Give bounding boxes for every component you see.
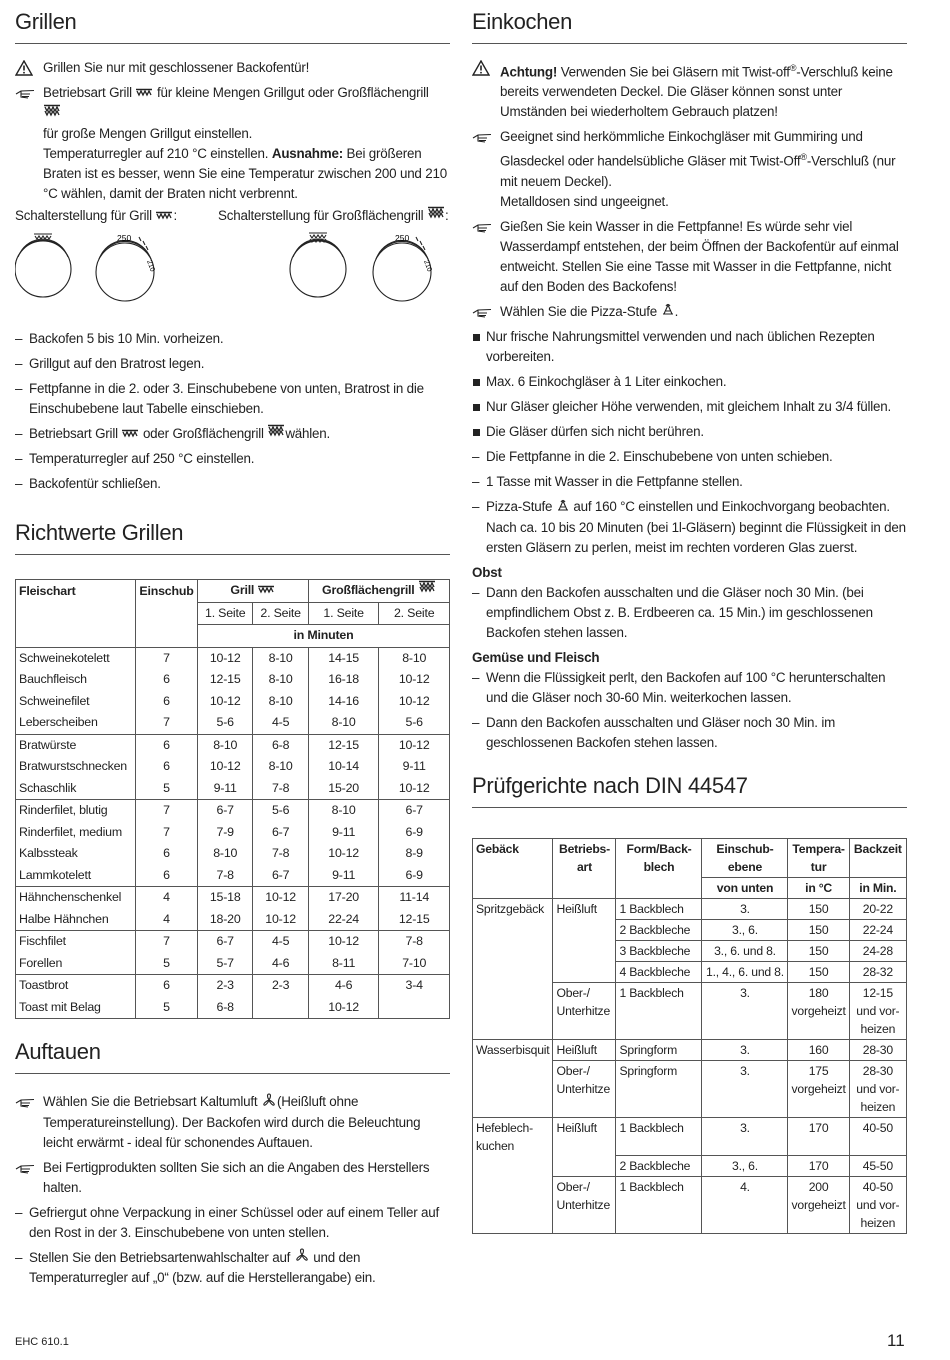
table-cell-fleischart: Schweinefilet	[16, 691, 136, 713]
warning-icon	[15, 60, 37, 76]
th-gross: Großflächengrill	[308, 580, 449, 603]
table-cell: Hefeblech-kuchen	[473, 1117, 553, 1156]
table-cell: 1 Backblech	[616, 898, 702, 919]
table-cell: 24-28	[849, 940, 906, 961]
table-cell	[379, 997, 450, 1019]
tip-text: Betriebsart Grill für kleine Mengen Grillgut oder Großflächengrill für große Mengen Grillgut einstellen. Temperaturregler auf 210 °C einstellen. Ausnahme: Bei größeren Braten ist es besser, wenn Sie eine Temperatur zwischen 200 und 210 °C wählen, damit der Braten nicht verbrennt.	[43, 85, 447, 201]
tip-einkochen-1: Geeignet sind herkömmliche Einkochgläser mit Gummiring und Glasdeckel oder handelsübliche Gläser mit Twist-Off®-Verschluß (nur mit neuem Deckel). Metalldosen sind ungeeignet.	[472, 127, 907, 211]
table-cell: 9-11	[308, 865, 379, 887]
table-cell	[473, 982, 553, 1039]
table-row	[16, 843, 450, 865]
table-cell-fleischart: Bratwurstschnecken	[16, 756, 136, 778]
table-cell: Ober-/ Unterhitze	[553, 982, 616, 1039]
table-cell: 1 Backblech	[616, 982, 702, 1039]
table-cell: 28-30	[849, 1039, 906, 1060]
table-cell: 12-15	[198, 669, 253, 691]
table-row	[473, 1177, 907, 1234]
table-cell: 5-7	[198, 953, 253, 975]
table-cell: 8-11	[308, 953, 379, 975]
th-gebaeck: Gebäck	[473, 838, 553, 898]
grill-icon	[155, 206, 173, 226]
bullet-item: Die Gläser dürfen sich nicht berühren.	[472, 422, 907, 442]
table-cell: 6-9	[379, 822, 450, 844]
table-cell: 3., 6. und 8.	[702, 940, 788, 961]
table-row	[16, 647, 450, 669]
th-einschub: Einschub-ebene	[702, 838, 788, 877]
th-in-min: in Min.	[849, 877, 906, 898]
heading-auftauen: Auftauen	[15, 1039, 450, 1074]
table-cell: 7	[136, 712, 198, 734]
dial-label-250: 250	[117, 232, 132, 243]
table-cell: 1 Backblech	[616, 1117, 702, 1156]
table-cell: 4	[136, 887, 198, 909]
step-item: – Backofentür schließen.	[15, 474, 450, 494]
right-column	[472, 0, 907, 1234]
table-cell: 150	[788, 940, 849, 961]
table-cell: 150	[788, 919, 849, 940]
th-einschub: Einschub	[136, 580, 198, 603]
table-cell	[553, 919, 616, 940]
table-cell: 16-18	[308, 669, 379, 691]
pruef-table	[472, 838, 907, 1235]
dial-diagrams	[15, 227, 450, 327]
table-cell-fleischart: Schweinekotelett	[16, 647, 136, 669]
step-item: – Backofen 5 bis 10 Min. vorheizen.	[15, 329, 450, 349]
th-fleischart: Fleischart	[16, 580, 136, 603]
tip-auftauen-2: Bei Fertigprodukten sollten Sie sich an die Angaben des Herstellers halten.	[15, 1158, 450, 1198]
table-cell: 8-10	[253, 647, 308, 669]
table-cell	[473, 1060, 553, 1117]
table-cell-fleischart: Hähnchenschenkel	[16, 887, 136, 909]
table-cell: 6	[136, 756, 198, 778]
table-row	[16, 712, 450, 734]
subheading-gemuese: Gemüse und Fleisch	[472, 649, 600, 665]
step-item: – Grillgut auf den Bratrost legen.	[15, 354, 450, 374]
table-cell: 6	[136, 865, 198, 887]
bullet-item: Nur Gläser gleicher Höhe verwenden, mit gleichem Inhalt zu 3/4 füllen.	[472, 397, 907, 417]
table-cell: 175 vorgeheizt	[788, 1060, 849, 1117]
table-cell: 6	[136, 669, 198, 691]
footer-page-number: 11	[887, 1331, 905, 1350]
table-cell: 8-10	[253, 691, 308, 713]
table-cell: 20-22	[849, 898, 906, 919]
hand-pointer-icon	[472, 129, 494, 145]
table-cell-fleischart: Halbe Hähnchen	[16, 909, 136, 931]
tip-auftauen-1: Wählen Sie die Betriebsart Kaltumluft (Heißluft ohne Temperatureinstellung). Der Backofen wird durch die Beleuchtung leicht erwärmt - ideal für schonendes Auftauen.	[15, 1092, 450, 1152]
warning-icon	[472, 60, 494, 76]
table-cell: 7	[136, 647, 198, 669]
th-minuten: in Minuten	[198, 625, 450, 648]
table-cell	[253, 997, 308, 1019]
table-cell: 4 Backbleche	[616, 961, 702, 982]
warning-grillen	[15, 58, 450, 78]
table-cell: 170	[788, 1156, 849, 1177]
table-cell: 8-10	[253, 669, 308, 691]
table-cell: 3., 6.	[702, 919, 788, 940]
pruef-table-body	[473, 898, 907, 1234]
dial-label-210-b: 210	[422, 259, 433, 273]
table-cell: Heißluft	[553, 1117, 616, 1156]
pizza-icon	[661, 302, 675, 322]
table-cell: 6-9	[379, 865, 450, 887]
table-cell: 7-8	[198, 865, 253, 887]
hand-pointer-icon	[15, 1094, 37, 1110]
heading-einkochen: Einkochen	[472, 9, 907, 44]
dial-gross-mode	[290, 233, 346, 297]
table-row	[16, 953, 450, 975]
table-cell: 3 Backbleche	[616, 940, 702, 961]
table-cell: 18-20	[198, 909, 253, 931]
table-cell: 6	[136, 691, 198, 713]
bullet-item: Nur frische Nahrungsmittel verwenden und nach üblichen Rezepten vorbereiten.	[472, 327, 907, 367]
table-cell-fleischart: Toastbrot	[16, 975, 136, 997]
table-cell: 170	[788, 1117, 849, 1156]
dial-temp-250	[96, 237, 154, 301]
table-cell: 4.	[702, 1177, 788, 1234]
table-cell: 7	[136, 800, 198, 822]
table-cell-fleischart: Rinderfilet, medium	[16, 822, 136, 844]
table-cell: Ober-/ Unterhitze	[553, 1060, 616, 1117]
table-cell: 10-12	[198, 647, 253, 669]
table-row	[16, 734, 450, 756]
table-cell: 10-12	[379, 778, 450, 800]
table-cell: 7-10	[379, 953, 450, 975]
table-row	[16, 997, 450, 1019]
table-cell: 6-7	[253, 822, 308, 844]
step-item: – Wenn die Flüssigkeit perlt, den Backofen auf 100 °C herunterschalten und die Gläser noch 30-60 Min. weiterkochen lassen.	[472, 668, 907, 708]
table-row	[473, 898, 907, 919]
table-cell: Springform	[616, 1039, 702, 1060]
table-cell: 160	[788, 1039, 849, 1060]
table-cell: 7-8	[253, 778, 308, 800]
subheading-obst: Obst	[472, 564, 502, 580]
table-cell: 8-10	[198, 843, 253, 865]
dial-label-210: 210	[145, 259, 156, 273]
table-cell: 6-7	[198, 800, 253, 822]
table-cell	[553, 940, 616, 961]
dial-grill-mode	[15, 234, 71, 297]
th-grill: Grill	[198, 580, 309, 603]
table-cell-fleischart: Schaschlik	[16, 778, 136, 800]
table-cell: 150	[788, 898, 849, 919]
heading-pruefgerichte: Prüfgerichte nach DIN 44547	[472, 773, 907, 808]
table-cell: 40-50	[849, 1117, 906, 1156]
table-cell: 3., 6.	[702, 1156, 788, 1177]
table-cell: 5	[136, 778, 198, 800]
table-cell	[553, 1156, 616, 1177]
table-cell: 3.	[702, 982, 788, 1039]
table-cell: 15-18	[198, 887, 253, 909]
table-cell: 5	[136, 997, 198, 1019]
table-cell: 6-8	[198, 997, 253, 1019]
table-cell: 4-6	[308, 975, 379, 997]
table-cell-fleischart: Lammkotelett	[16, 865, 136, 887]
grillen-steps	[15, 329, 450, 494]
th-backzeit: Backzeit	[849, 838, 906, 877]
table-cell: 45-50	[849, 1156, 906, 1177]
table-cell: 6-7	[198, 931, 253, 953]
table-row	[16, 975, 450, 997]
large-grill-icon	[427, 206, 445, 226]
fan-icon	[294, 1248, 310, 1268]
table-cell: 28-30 und vor-heizen	[849, 1060, 906, 1117]
table-row	[16, 800, 450, 822]
hand-pointer-icon	[472, 304, 494, 320]
step-item: – Dann den Backofen ausschalten und Gläser noch 30 Min. im geschlossenen Backofen stehen lassen.	[472, 713, 907, 753]
table-cell: 3.	[702, 1039, 788, 1060]
table-cell: 3.	[702, 1117, 788, 1156]
th-seite1-b: 1. Seite	[308, 602, 379, 625]
table-cell	[473, 1177, 553, 1234]
table-cell: 10-12	[379, 669, 450, 691]
table-cell-fleischart: Rinderfilet, blutig	[16, 800, 136, 822]
table-cell	[473, 919, 553, 940]
table-cell: 14-15	[308, 647, 379, 669]
table-cell: 28-32	[849, 961, 906, 982]
table-cell: 14-16	[308, 691, 379, 713]
hand-pointer-icon	[15, 85, 37, 101]
table-cell: 6-7	[379, 800, 450, 822]
table-cell: Heißluft	[553, 898, 616, 919]
table-cell: Ober-/ Unterhitze	[553, 1177, 616, 1234]
table-cell: Springform	[616, 1060, 702, 1117]
table-cell: 4-5	[253, 931, 308, 953]
large-grill-icon	[43, 104, 61, 124]
table-row	[16, 691, 450, 713]
hand-pointer-icon	[15, 1160, 37, 1176]
grill-icon	[135, 83, 153, 103]
footer-model: EHC 610.1	[15, 1336, 69, 1348]
step-item: – Pizza-Stufe auf 160 °C einstellen und Einkochvorgang beobachten. Nach ca. 10 bis 20 Minuten (bei 1l-Gläsern) beginnt die Flüssigkeit in den ersten Gläsern zu perlen, meist im rechten vorderen Glas zuerst.	[472, 497, 907, 557]
table-cell: 8-9	[379, 843, 450, 865]
table-row	[16, 822, 450, 844]
table-cell: 2 Backbleche	[616, 919, 702, 940]
step-item: – Stellen Sie den Betriebsartenwahlschalter auf und den Temperaturregler auf „0“ (bzw. auf die Herstellerangabe) ein.	[15, 1248, 450, 1288]
table-cell: 8-10	[308, 800, 379, 822]
table-row	[473, 1117, 907, 1156]
table-cell: 22-24	[849, 919, 906, 940]
step-item: – Temperaturregler auf 250 °C einstellen.	[15, 449, 450, 469]
th-temp: Tempera-tur	[788, 838, 849, 877]
th-seite2-b: 2. Seite	[379, 602, 450, 625]
table-cell	[473, 961, 553, 982]
table-cell: 17-20	[308, 887, 379, 909]
step-item: – Dann den Backofen ausschalten und die Gläser noch 30 Min. (bei empfindlichem Obst z. B. Erdbeeren ca. 15 Min.) im geschlossenen Backofen stehen lassen.	[472, 583, 907, 643]
table-cell: 3.	[702, 1060, 788, 1117]
table-cell-fleischart: Toast mit Belag	[16, 997, 136, 1019]
table-cell: 9-11	[379, 756, 450, 778]
table-row	[473, 1039, 907, 1060]
grill-icon	[121, 424, 139, 444]
table-cell: 6-7	[253, 865, 308, 887]
table-cell: 3-4	[379, 975, 450, 997]
table-cell: 2-3	[198, 975, 253, 997]
table-cell: 6	[136, 843, 198, 865]
table-row	[16, 931, 450, 953]
step-item: – Betriebsart Grill oder Großflächengrill wählen.	[15, 424, 450, 444]
table-cell: 10-12	[379, 734, 450, 756]
table-row	[473, 1156, 907, 1177]
tip-grillen	[15, 83, 450, 204]
table-cell: 1 Backblech	[616, 1177, 702, 1234]
table-cell: 8-10	[198, 734, 253, 756]
table-cell: 2 Backbleche	[616, 1156, 702, 1177]
table-cell: 9-11	[198, 778, 253, 800]
table-row	[16, 909, 450, 931]
table-cell-fleischart: Bauchfleisch	[16, 669, 136, 691]
table-row	[473, 919, 907, 940]
heading-richtwerte: Richtwerte Grillen	[15, 520, 450, 555]
step-item: – Gefriergut ohne Verpackung in einer Schüssel oder auf einem Teller auf den Rost in der 3. Einschubebene von unten stellen.	[15, 1203, 450, 1243]
table-cell: 6-8	[253, 734, 308, 756]
table-cell	[473, 940, 553, 961]
th-in-c: in °C	[788, 877, 849, 898]
switch-grill-label: Schalterstellung für Grill :	[15, 206, 177, 226]
table-cell: 5	[136, 953, 198, 975]
th-seite1: 1. Seite	[198, 602, 253, 625]
table-cell: 7-8	[379, 931, 450, 953]
th-form: Form/Back-blech	[616, 838, 702, 898]
table-cell: 10-12	[253, 909, 308, 931]
table-cell: 22-24	[308, 909, 379, 931]
table-cell-fleischart: Forellen	[16, 953, 136, 975]
table-cell-fleischart: Fischfilet	[16, 931, 136, 953]
table-cell: 180 vorgeheizt	[788, 982, 849, 1039]
large-grill-icon	[267, 424, 285, 444]
table-cell: 150	[788, 961, 849, 982]
table-row	[16, 887, 450, 909]
table-cell: 12-15 und vor-heizen	[849, 982, 906, 1039]
warning-text: Grillen Sie nur mit geschlossener Backofentür!	[43, 60, 310, 75]
table-cell: 4	[136, 909, 198, 931]
tip-einkochen-3: Wählen Sie die Pizza-Stufe .	[472, 302, 907, 322]
table-cell: 10-12	[198, 756, 253, 778]
table-cell	[553, 961, 616, 982]
table-cell: 8-10	[253, 756, 308, 778]
table-row	[473, 1060, 907, 1117]
table-cell: Heißluft	[553, 1039, 616, 1060]
step-item: – Die Fettpfanne in die 2. Einschubebene von unten schieben.	[472, 447, 907, 467]
table-cell: 12-15	[308, 734, 379, 756]
heading-grillen: Grillen	[15, 9, 450, 44]
table-cell: 6	[136, 734, 198, 756]
left-column	[15, 0, 450, 1293]
step-item: – 1 Tasse mit Wasser in die Fettpfanne stellen.	[472, 472, 907, 492]
table-cell: 8-10	[379, 647, 450, 669]
table-cell: 10-12	[379, 691, 450, 713]
table-row	[16, 778, 450, 800]
switch-gross-label: Schalterstellung für Großflächengrill :	[218, 206, 449, 226]
large-grill-icon	[418, 580, 436, 602]
table-row	[16, 865, 450, 887]
table-cell: 6	[136, 975, 198, 997]
table-cell: 10-12	[198, 691, 253, 713]
warning-einkochen: Achtung! Verwenden Sie bei Gläsern mit Twist-off®-Verschluß keine bereits verwendeten Deckel. Die Gläser können sonst unter Umständen bei wiederholtem Gebrauch platzen!	[472, 58, 907, 122]
dial-temp-250-b	[373, 237, 431, 301]
table-cell: 5-6	[253, 800, 308, 822]
table-cell: 5-6	[198, 712, 253, 734]
th-seite2: 2. Seite	[253, 602, 308, 625]
step-item: – Fettpfanne in die 2. oder 3. Einschubebene von unten, Bratrost in die Einschubebene laut Tabelle einschieben.	[15, 379, 450, 419]
table-cell: 1., 4., 6. und 8.	[702, 961, 788, 982]
table-cell-fleischart: Leberscheiben	[16, 712, 136, 734]
table-cell: 11-14	[379, 887, 450, 909]
table-row	[16, 669, 450, 691]
th-betriebsart: Betriebs-art	[553, 838, 616, 898]
table-row	[473, 940, 907, 961]
table-cell: 10-14	[308, 756, 379, 778]
table-cell: 8-10	[308, 712, 379, 734]
table-cell: 9-11	[308, 822, 379, 844]
grill-table	[15, 579, 450, 1019]
table-row	[473, 961, 907, 982]
table-cell: 4-5	[253, 712, 308, 734]
table-cell-fleischart: Kalbssteak	[16, 843, 136, 865]
table-cell: Spritzgebäck	[473, 898, 553, 919]
switch-positions	[15, 209, 450, 329]
table-cell: 10-12	[253, 887, 308, 909]
table-cell: 2-3	[253, 975, 308, 997]
table-cell: 7-9	[198, 822, 253, 844]
th-von-unten: von unten	[702, 877, 788, 898]
table-cell: 7	[136, 822, 198, 844]
table-cell: 7-8	[253, 843, 308, 865]
dial-label-250-b: 250	[395, 232, 410, 243]
fan-icon	[261, 1093, 277, 1113]
table-row	[473, 982, 907, 1039]
table-cell: 40-50 und vor-heizen	[849, 1177, 906, 1234]
table-cell: 15-20	[308, 778, 379, 800]
table-row	[16, 756, 450, 778]
tip-einkochen-2: Gießen Sie kein Wasser in die Fettpfanne! Es würde sehr viel Wasserdampf entstehen, der beim Öffnen der Backofentür auf einmal entweicht. Stellen Sie eine Tasse mit Wasser in die Fettpfanne, nicht auf den Boden des Backofens!	[472, 217, 907, 297]
table-cell: 7	[136, 931, 198, 953]
table-cell: 5-6	[379, 712, 450, 734]
table-cell	[473, 1156, 553, 1177]
bullet-item: Max. 6 Einkochgläser à 1 Liter einkochen.	[472, 372, 907, 392]
table-cell: 200 vorgeheizt	[788, 1177, 849, 1234]
table-cell: 10-12	[308, 931, 379, 953]
table-cell-fleischart: Bratwürste	[16, 734, 136, 756]
table-cell: 10-12	[308, 843, 379, 865]
grill-icon	[257, 580, 275, 602]
table-cell: 10-12	[308, 997, 379, 1019]
grill-table-body	[16, 647, 450, 1019]
table-cell: Wasserbisquit	[473, 1039, 553, 1060]
table-cell: 12-15	[379, 909, 450, 931]
pizza-icon	[556, 498, 570, 518]
table-cell: 3.	[702, 898, 788, 919]
table-cell: 4-6	[253, 953, 308, 975]
hand-pointer-icon	[472, 219, 494, 235]
